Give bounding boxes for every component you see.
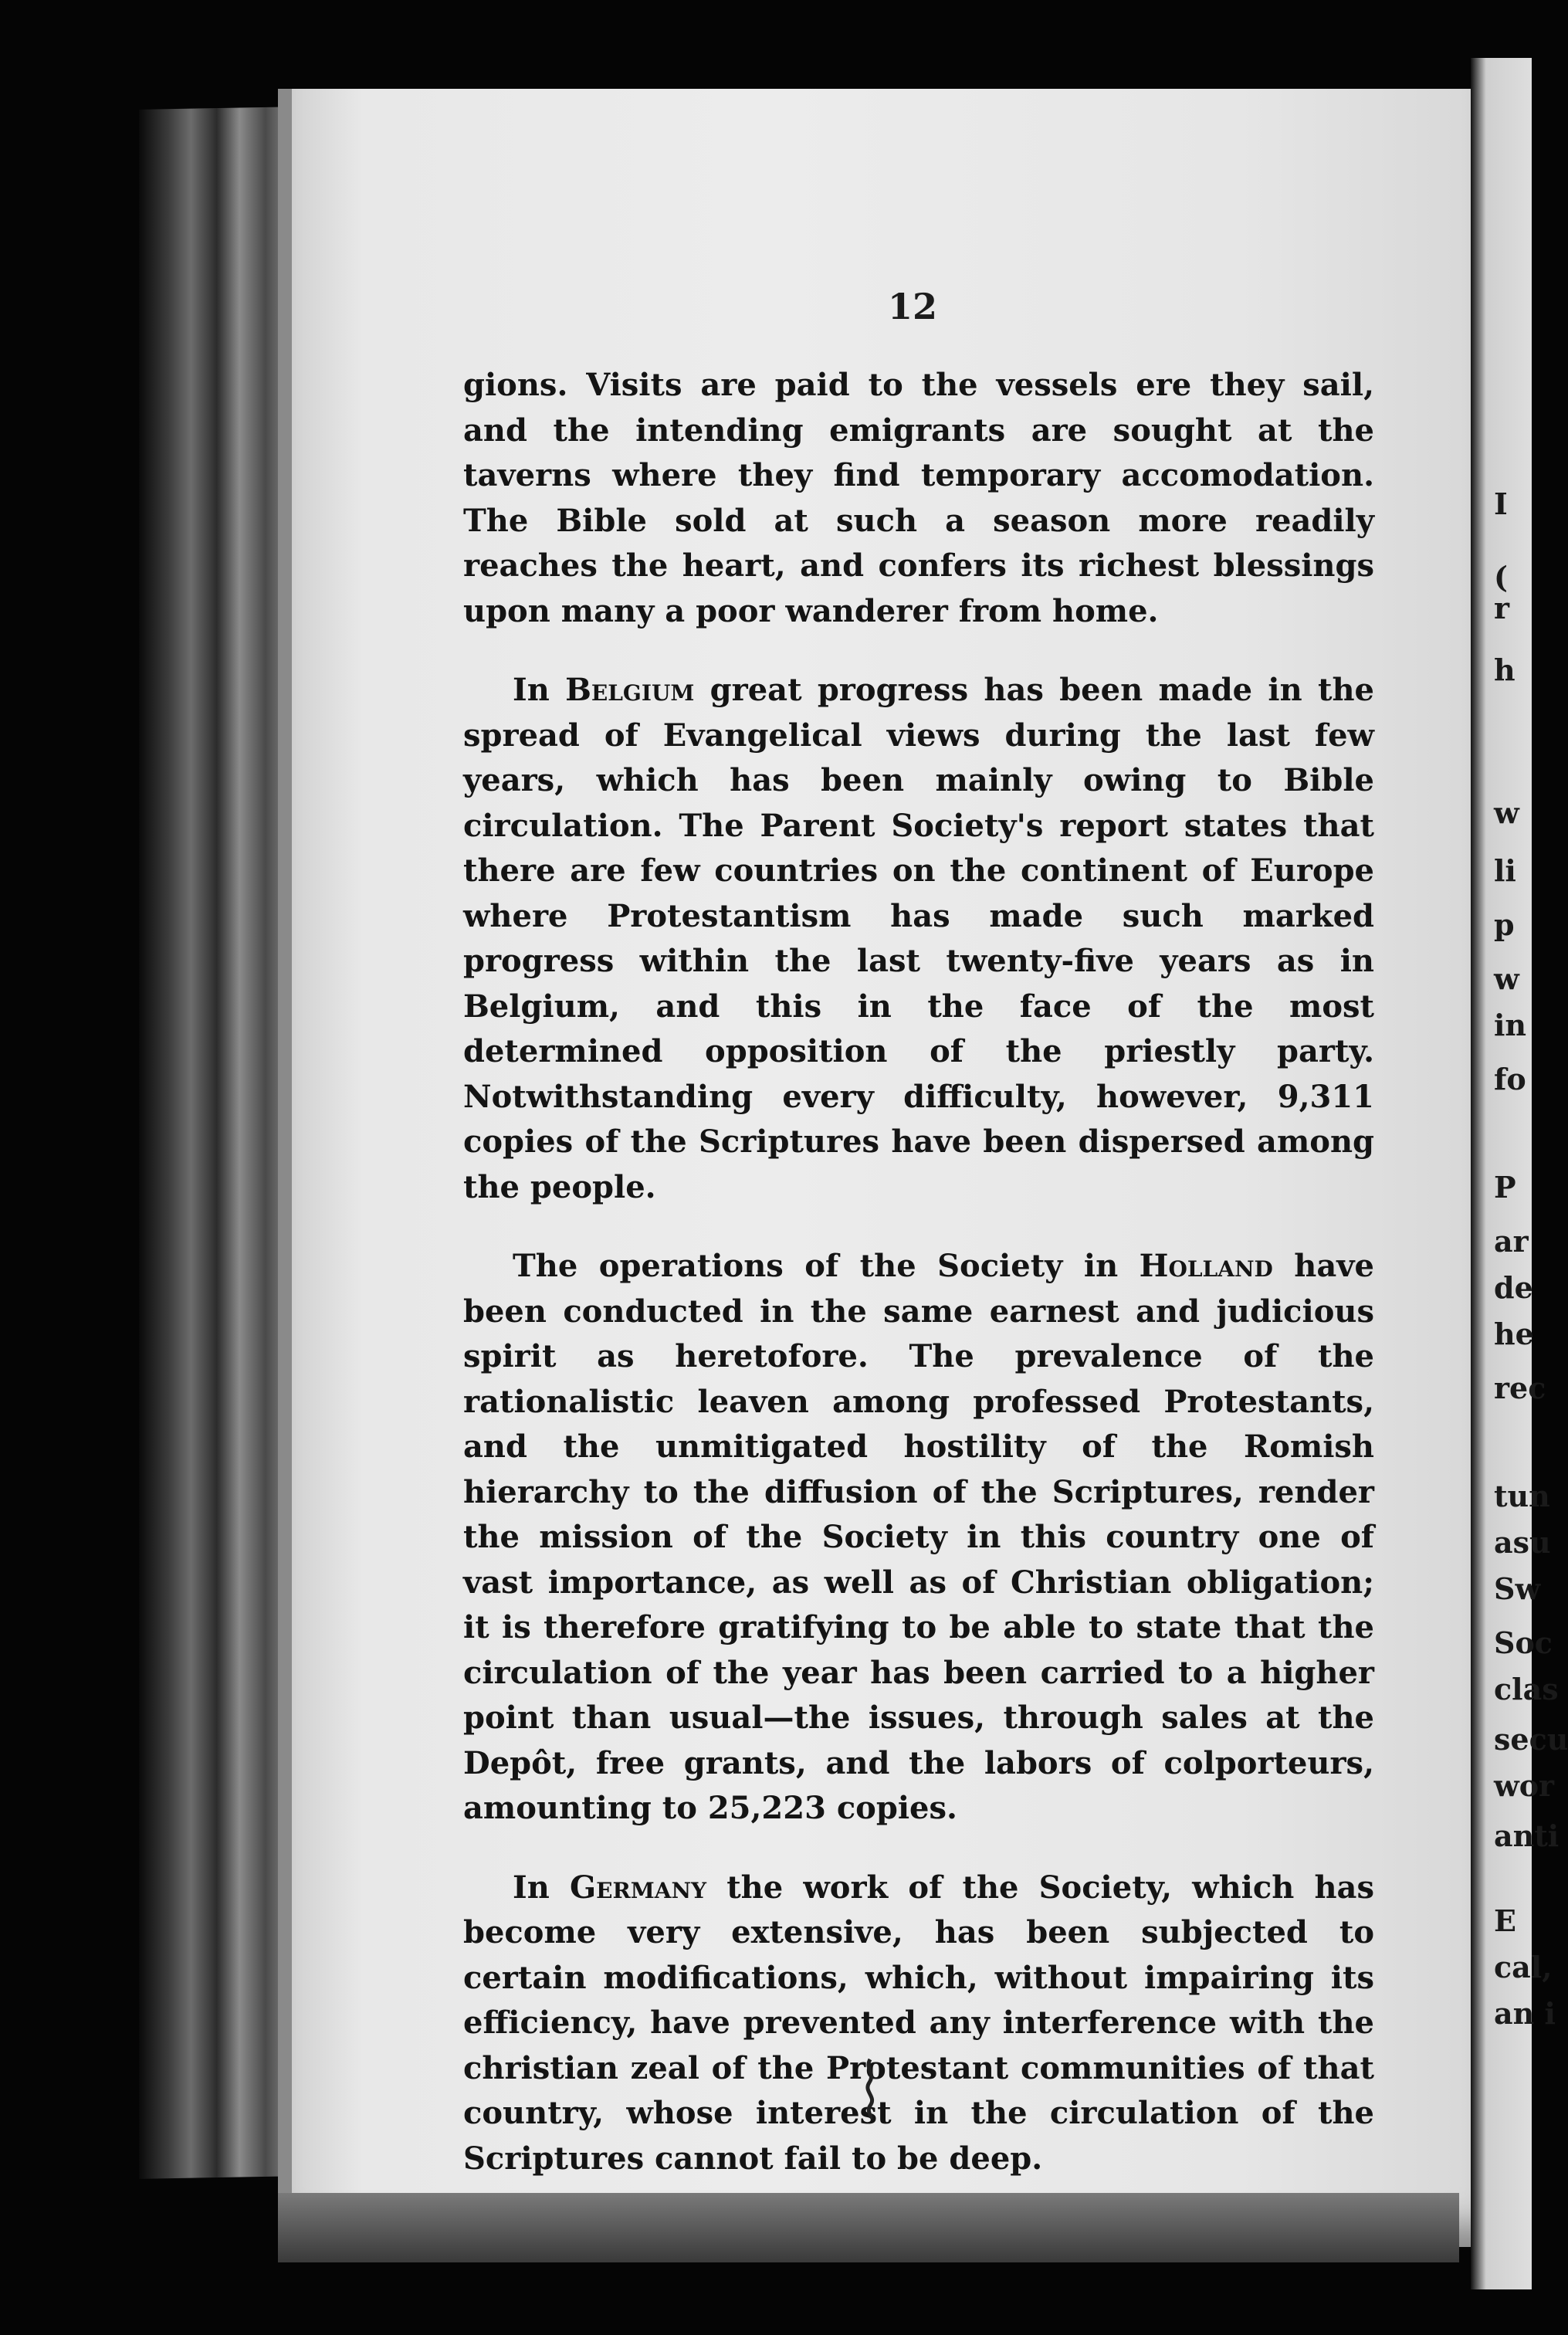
paragraph-text: The operations of the Society in (513, 1248, 1140, 1284)
printer-ornament-icon (859, 2058, 882, 2120)
neighbor-page-fragment: p (1494, 907, 1515, 942)
paragraph-2 (463, 668, 1374, 1210)
paragraph-text: great progress has been made in the spread of Evangelical views during the last few years, which has been mainly owing to Bible circulation. The Parent Society's report states that there are few countries on the continent of Europe where Protestantism has made such marked progress within the last twenty-five years as in Belgium, and this in the face of the most determined opposition of the priestly party. Notwithstanding every difficulty, however, 9,311 copies of the Scriptures have been dispersed among the people. (463, 672, 1374, 1205)
neighbor-page-fragment: h (1494, 652, 1516, 687)
neighbor-page-fragment: rec (1494, 1371, 1546, 1405)
neighbor-page-strip (1471, 58, 1568, 2289)
neighbor-page-fragment: de (1494, 1270, 1533, 1305)
neighbor-page-fragment: r (1494, 591, 1510, 625)
neighbor-page-fragment: in (1494, 1008, 1527, 1042)
neighbor-page-fragment: cal, (1494, 1950, 1553, 1984)
place-name: Holland (1139, 1248, 1273, 1284)
neighbor-page-fragment: ( (1494, 560, 1508, 595)
neighbor-page-fragment: an i (1494, 1996, 1556, 2031)
book-spine (139, 107, 301, 2179)
paragraph-3 (463, 1244, 1374, 1832)
paragraph-text: gions. Visits are paid to the vessels ere they sail, and the intending emigrants are sought at the taverns where they find temporary accomodation. The Bible sold at such a season more readily reaches the heart, and confers its richest blessings upon many a poor wanderer from home. (463, 367, 1374, 629)
page-bottom-edge (278, 2193, 1459, 2262)
neighbor-page-fragment: w (1494, 795, 1519, 830)
neighbor-page-fragment: Sw (1494, 1571, 1541, 1606)
place-name: Germany (569, 1869, 707, 1906)
paragraph-text: have been conducted in the same earnest and judicious spirit as heretofore. The prevalence of the rationalistic leaven among professed Protestants, and the unmitigated hostility of the Romish hierarchy to the diffusion of the Scriptures, render the mission of the Society in this country one of vast importance, as well as of Christian obligation; it is therefore gratifying to be able to state that the circulation of the year has been carried to a higher point than usual—the issues, through sales at the Depôt, free grants, and the labors of colporteurs, amounting to 25,223 copies. (463, 1248, 1374, 1826)
neighbor-page-fragment: Soc (1494, 1625, 1553, 1660)
neighbor-page-fragment: fo (1494, 1062, 1526, 1096)
page-number: 12 (888, 286, 938, 327)
neighbor-page-fragment: li (1494, 853, 1516, 888)
paragraph-text: In (513, 672, 566, 708)
neighbor-page-fragment: tun (1494, 1479, 1550, 1513)
neighbor-page-fragment: w (1494, 961, 1519, 996)
neighbor-page-fragment: clas (1494, 1672, 1559, 1706)
neighbor-page-fragment: secu (1494, 1722, 1568, 1757)
neighbor-page-fragment: he (1494, 1317, 1534, 1351)
neighbor-page-fragment: E (1494, 1903, 1516, 1938)
neighbor-page-fragment: I (1494, 486, 1508, 521)
paragraph-text: the work of the Society, which has become very extensive, has been subjected to certain modifications, which, without impairing its efficiency, have prevented any interference with the christian zeal of the Protestant communities of that country, whose interest in the circulation of the Scriptures cannot fail to be deep. (463, 1869, 1374, 2177)
neighbor-page-fragment: anti (1494, 1818, 1560, 1853)
neighbor-page-fragment: P (1494, 1170, 1516, 1205)
place-name: Belgium (565, 672, 695, 708)
paragraph-1 (463, 363, 1374, 634)
paragraph-text: In (513, 1869, 570, 1906)
neighbor-page-fragment: asu (1494, 1525, 1551, 1560)
page-body-text (463, 363, 1374, 2181)
paragraph-4 (463, 1866, 1374, 2182)
neighbor-page-fragment: ar (1494, 1224, 1529, 1259)
neighbor-page-fragment: wor (1494, 1768, 1555, 1803)
